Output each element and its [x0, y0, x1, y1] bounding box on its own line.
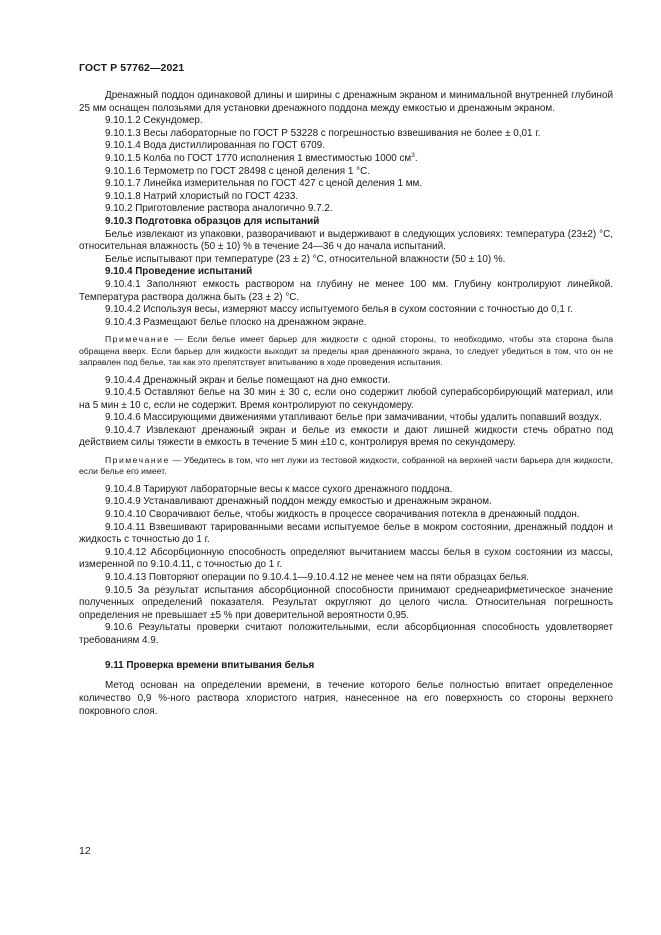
note-text: — Если белье имеет барьер для жидкости с одной стороны, то необходимо, чтобы эта сторона была обращена вверх. Если барьер для жидкости выходит за пределы края дренажного экрана, то следует убедиться в том, что он не заправлен под белье, так как это препятствует впитыванию в ходе проведения испытания. — [79, 334, 613, 368]
note-label: Примечание — [105, 455, 170, 466]
paragraph: 9.10.4.4 Дренажный экран и белье помещают на дно емкости. — [105, 374, 391, 386]
subsection-heading: 9.10.4 Проведение испытаний — [105, 266, 253, 278]
paragraph: 9.10.4.8 Тарируют лабораторные весы к массе сухого дренажного поддона. — [105, 483, 453, 495]
paragraph: 9.10.4.9 Устанавливают дренажный поддон между емкостью и дренажным экраном. — [105, 496, 492, 508]
paragraph — [79, 153, 613, 166]
paragraph: 9.10.1.2 Секундомер. — [105, 115, 203, 127]
paragraph: 9.10.1.3 Весы лабораторные по ГОСТ Р 53228 с погрешностью взвешивания не более ± 0,01 г. — [105, 127, 541, 139]
paragraph: 9.10.1.8 Натрий хлористый по ГОСТ 4233. — [105, 190, 299, 202]
paragraph: Белье извлекают из упаковки, разворачивают и выдерживают в следующих условиях: температура (23±2) °С, относительная влажность (50 ± 10) % в течение 24—36 ч до начала испытаний. — [79, 228, 613, 253]
text-run: 9.10.1.5 Колба по ГОСТ 1770 исполнения 1 вместимостью 1000 см — [105, 152, 412, 164]
paragraph: Белье испытывают при температуре (23 ± 2) °С, относительной влажности (50 ± 10) %. — [105, 253, 506, 265]
superscript: 3 — [411, 151, 415, 159]
paragraph: 9.10.4.11 Взвешивают тарированными весами испытуемое белье в мокром состоянии, дренажный поддон и жидкость с точностью до 1 г. — [79, 521, 613, 546]
paragraph: 9.10.1.4 Вода дистиллированная по ГОСТ 6709. — [105, 140, 326, 152]
paragraph: 9.10.4.5 Оставляют белье на 30 мин ± 30 с, если оно содержит любой суперабсорбирующий материал, или на 5 мин ± 10 с, если не содержит. Время контролируют по секундомеру. — [79, 387, 613, 411]
paragraph: 9.10.4.6 Массирующими движениями утапливают белье при замачивании, чтобы удалить попавший воздух. — [105, 412, 602, 424]
paragraph: 9.10.2 Приготовление раствора аналогично 9.7.2. — [105, 203, 333, 215]
paragraph: Метод основан на определении времени, в течение которого белье полностью впитает определенное количество 0,9 %-ного раствора хлористого натрия, нанесенное на его поверхность со стороны верхнего покровного слоя. — [79, 680, 613, 718]
paragraph: 9.10.5 За результат испытания абсорбционной способности принимают среднеарифметическое значение полученных определений показателя. Результат округляют до целого числа. Относительная погрешность определения не превышает ±5 % при доверительной вероятности 0,95. — [79, 584, 613, 621]
paragraph: 9.10.4.7 Извлекают дренажный экран и белье из емкости и дают лишней жидкости стечь обратно под действием силы тяжести в емкость в течение 5 мин ±10 с, контролируя время по секундомеру. — [79, 424, 613, 449]
paragraph: 9.10.4.10 Сворачивают белье, чтобы жидкость в процессе сворачивания потекла в дренажный поддон. — [105, 509, 580, 521]
paragraph: 9.10.1.6 Термометр по ГОСТ 28498 с ценой деления 1 °С. — [105, 165, 370, 177]
paragraph: 9.10.4.12 Абсорбционную способность определяют вычитанием массы белья в сухом состоянии из массы, измеренной по 9.10.4.11, с точностью до 1 г. — [79, 546, 613, 571]
paragraph: 9.10.4.3 Размещают белье плоско на дренажном экране. — [105, 316, 367, 328]
note — [79, 334, 613, 368]
subsection-heading: 9.10.3 Подготовка образцов для испытаний — [105, 215, 320, 227]
note-text: — Убедитесь в том, что нет лужи из тестовой жидкости, собранной на верхней части барьера для жидкости, если белье его имеет. — [79, 455, 613, 477]
paragraph: 9.10.1.7 Линейка измерительная по ГОСТ 427 с ценой деления 1 мм. — [105, 178, 423, 190]
page-number: 12 — [79, 845, 91, 857]
section-heading: 9.11 Проверка времени впитывания белья — [105, 659, 315, 671]
note — [79, 455, 613, 478]
document-body — [79, 90, 613, 718]
note-label: Примечание — [105, 334, 170, 345]
paragraph: 9.10.4.1 Заполняют емкость раствором на глубину не менее 100 мм. Глубину контролируют линейкой. Температура раствора должна быть (23 ± 2) °С. — [79, 278, 613, 303]
text-run: . — [414, 152, 418, 164]
paragraph: 9.10.4.2 Используя весы, измеряют массу испытуемого белья в сухом состоянии с точностью до 0,1 г. — [105, 304, 573, 316]
paragraph: 9.10.4.13 Повторяют операции по 9.10.4.1—9.10.4.12 не менее чем на пяти образцах белья. — [105, 572, 530, 584]
document-header: ГОСТ Р 57762—2021 — [79, 62, 185, 74]
paragraph: Дренажный поддон одинаковой длины и ширины с дренажным экраном и минимальной внутренней глубиной 25 мм оснащен полозьями для установки дренажного поддона между емкостью и дренажным экраном. — [79, 90, 613, 114]
paragraph: 9.10.6 Результаты проверки считают положительными, если абсорбционная способность удовлетворяет требованиям 4.9. — [79, 622, 613, 646]
